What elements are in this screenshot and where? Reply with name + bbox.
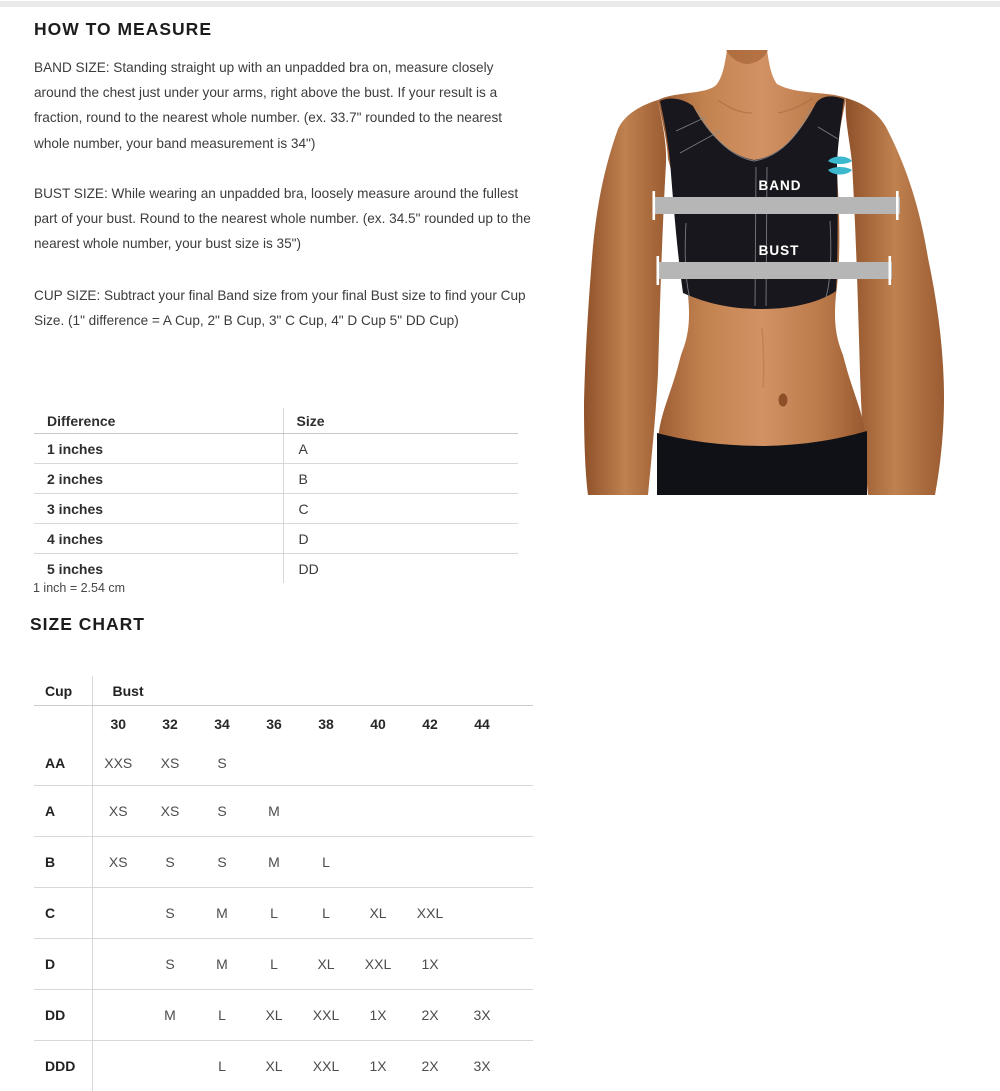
size-cell: M [196,888,248,939]
difference-cell: 4 inches [34,524,283,554]
size-cell: L [196,1041,248,1091]
size-cell: XXL [404,888,456,939]
size-cell [404,837,456,888]
cup-label: AA [34,741,92,786]
navel [779,394,788,407]
size-cell: XL [248,990,300,1041]
size-cell: S [144,939,196,990]
table-row [34,524,518,554]
difference-cell: 3 inches [34,494,283,524]
size-chart-row [34,990,533,1041]
size-cell: XXS [92,741,144,786]
size-cell: XL [300,939,352,990]
size-cell: XXL [352,939,404,990]
size-cell [92,888,144,939]
size-chart-title: SIZE CHART [30,614,145,635]
cup-label: DD [34,990,92,1041]
table-row [34,434,518,464]
size-cell: D [283,524,518,554]
difference-cell: 1 inches [34,434,283,464]
size-cell [248,741,300,786]
size-cell: A [283,434,518,464]
size-cell: 1X [352,990,404,1041]
page-title: HOW TO MEASURE [34,19,212,40]
size-cell: XS [144,786,196,837]
size-cell: 2X [404,990,456,1041]
size-cell: 3X [456,990,508,1041]
size-cell: XXL [300,990,352,1041]
table-row [34,554,518,584]
size-chart-row [34,888,533,939]
size-cell: 2X [404,1041,456,1091]
size-chart-row [34,939,533,990]
size-chart-row [34,1041,533,1091]
cup-label: A [34,786,92,837]
size-chart-header-row [34,676,533,706]
size-cell [404,786,456,837]
size-cell [92,990,144,1041]
cup-label: B [34,837,92,888]
size-cell: S [196,741,248,786]
size-cell [456,888,508,939]
size-cell: S [196,837,248,888]
bust-size-header: 30 [92,706,144,742]
difference-cell: 5 inches [34,554,283,584]
band-label: BAND [759,178,802,193]
size-cell: XS [92,837,144,888]
size-cell: B [283,464,518,494]
cup-size-instructions: CUP SIZE: Subtract your final Band size from your final Bust size to find your Cup Size. (1" difference = A Cup, 2" B Cup, 3" C Cup, 4" D Cup 5" DD Cup) [34,283,534,333]
size-cell: M [248,837,300,888]
size-cell: L [300,837,352,888]
size-cell [352,741,404,786]
unit-conversion-note: 1 inch = 2.54 cm [33,581,125,595]
size-cell [456,939,508,990]
bust-size-instructions: BUST SIZE: While wearing an unpadded bra, loosely measure around the fullest part of your bust. Round to the nearest whole number. (ex. 34.5" rounded up to the nearest whole number, your bust size is 35") [34,181,534,257]
cup-column-header: Cup [34,676,92,706]
measurement-model-photo [580,43,1000,498]
size-cell: 1X [352,1041,404,1091]
size-cell: XS [92,786,144,837]
bust-column-header: Bust [92,676,533,706]
size-cell: M [144,990,196,1041]
size-cell: DD [283,554,518,584]
bust-size-header: 36 [248,706,300,742]
size-cell [300,741,352,786]
size-cell [92,939,144,990]
size-chart-row [34,837,533,888]
size-cell [144,1041,196,1091]
size-cell: XS [144,741,196,786]
size-chart-row [34,741,533,786]
size-cell [92,1041,144,1091]
table-row [34,464,518,494]
difference-table-header-row [34,408,518,434]
difference-table [34,408,518,583]
size-chart-row [34,786,533,837]
size-cell [300,786,352,837]
size-cell: M [248,786,300,837]
band-size-instructions: BAND SIZE: Standing straight up with an unpadded bra on, measure closely around the chest just under your arms, right above the bust. If your result is a fraction, round to the nearest whole number. (ex. 33.7" rounded to the nearest whole number, your band measurement is 34") [34,55,534,156]
size-cell: 3X [456,1041,508,1091]
size-cell [456,786,508,837]
bust-label: BUST [759,243,800,258]
bust-size-header: 40 [352,706,404,742]
size-cell [404,741,456,786]
size-cell: M [196,939,248,990]
size-cell: S [144,888,196,939]
cup-label: DDD [34,1041,92,1091]
size-cell [456,741,508,786]
size-cell: S [196,786,248,837]
size-cell [456,837,508,888]
size-cell: XXL [300,1041,352,1091]
size-cell: L [196,990,248,1041]
top-divider [0,1,1000,7]
bust-size-header: 32 [144,706,196,742]
size-chart-table [34,676,533,1091]
bust-sizes-row [34,706,533,742]
size-column-header: Size [283,408,518,434]
table-row [34,494,518,524]
size-cell: C [283,494,518,524]
difference-cell: 2 inches [34,464,283,494]
bust-size-header: 42 [404,706,456,742]
cup-label: D [34,939,92,990]
size-cell: XL [248,1041,300,1091]
size-cell: L [248,888,300,939]
size-cell: XL [352,888,404,939]
cup-label: C [34,888,92,939]
size-cell [352,786,404,837]
bust-size-header: 44 [456,706,508,742]
size-cell: L [300,888,352,939]
size-cell: 1X [404,939,456,990]
size-cell [352,837,404,888]
model-left-arm [584,100,666,495]
bust-size-header: 34 [196,706,248,742]
size-cell: S [144,837,196,888]
size-cell: L [248,939,300,990]
difference-column-header: Difference [34,408,283,434]
bust-size-header: 38 [300,706,352,742]
